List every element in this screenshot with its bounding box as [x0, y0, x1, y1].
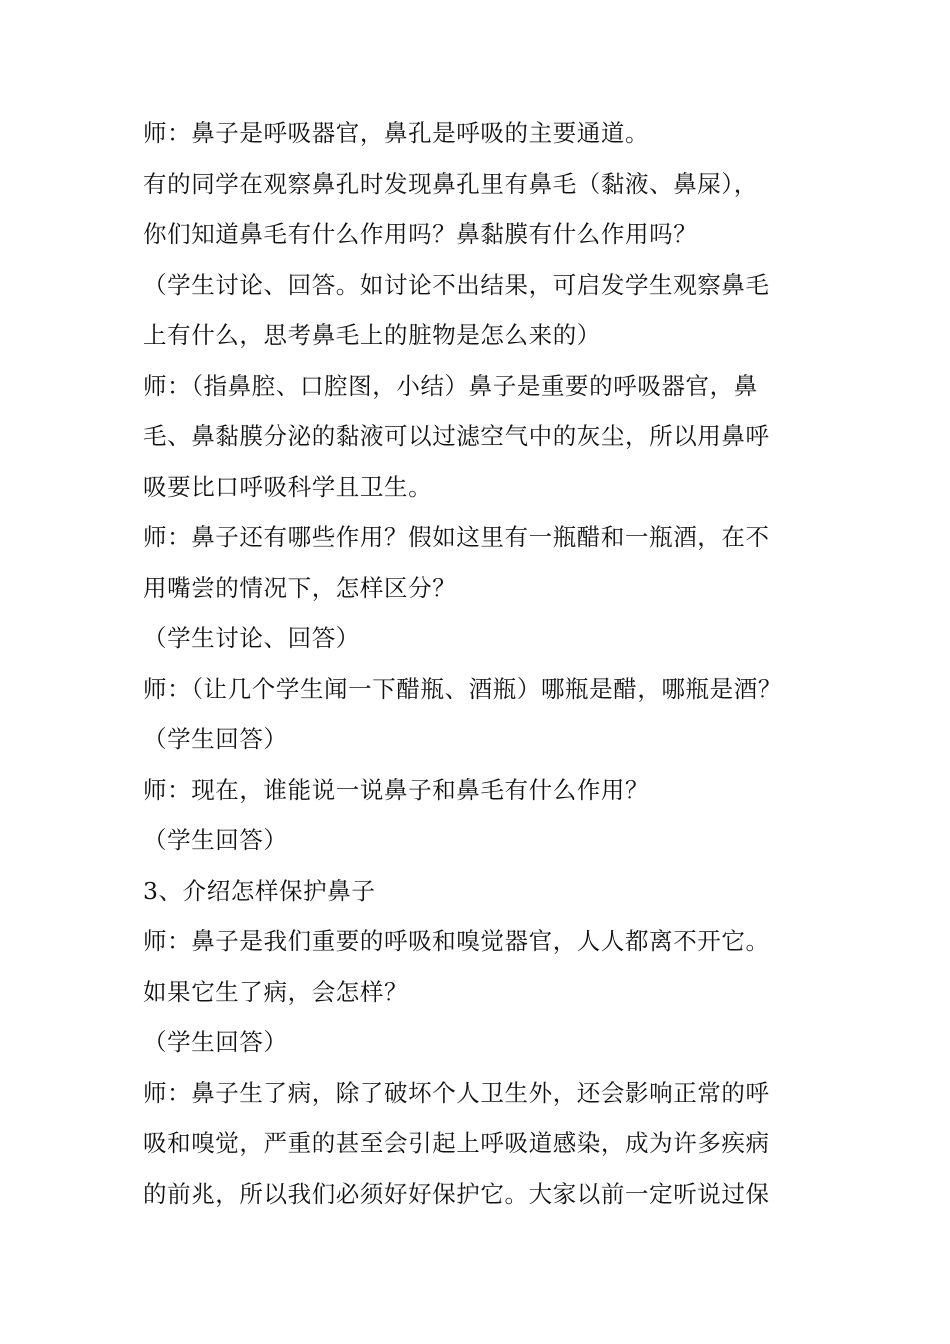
text-line: 上有什么，思考鼻毛上的脏物是怎么来的）: [143, 321, 601, 349]
text-line: （学生讨论、回答。如讨论不出结果，可启发学生观察鼻毛: [143, 270, 770, 299]
text-line: 吸和嗅觉，严重的甚至会引起上呼吸道感染，成为许多疾病: [143, 1129, 770, 1157]
text-line: 用嘴尝的情况下，怎样区分？: [143, 573, 457, 602]
text-line: 如果它生了病，会怎样？: [143, 977, 409, 1006]
text-line: 毛、鼻黏膜分泌的黏液可以过滤空气中的灰尘，所以用鼻呼: [143, 422, 770, 450]
text-line: 你们知道鼻毛有什么作用吗？鼻黏膜有什么作用吗？: [143, 220, 698, 248]
text-line: 有的同学在观察鼻孔时发现鼻孔里有鼻毛（黏液、鼻屎），: [143, 169, 758, 198]
text-line: 吸要比口呼吸科学且卫生。: [143, 472, 433, 501]
text-line: 师：（让几个学生闻一下醋瓶、酒瓶）哪瓶是醋，哪瓶是酒？: [143, 674, 782, 703]
text-line: 的前兆，所以我们必须好好保护它。大家以前一定听说过保: [143, 1179, 770, 1208]
text-line: 师：鼻子还有哪些作用？假如这里有一瓶醋和一瓶酒，在不: [143, 523, 770, 551]
text-line: （学生回答）: [143, 725, 288, 753]
text-line: 师：鼻子是呼吸器官，鼻孔是呼吸的主要通道。: [143, 119, 650, 147]
text-line: 师：鼻子是我们重要的呼吸和嗅觉器官，人人都离不开它。: [143, 927, 770, 955]
text-line: （学生回答）: [143, 1028, 288, 1056]
text-line: 师：鼻子生了病，除了破坏个人卫生外，还会影响正常的呼: [143, 1078, 770, 1107]
text-line: 师：现在，谁能说一说鼻子和鼻毛有什么作用？: [143, 775, 650, 804]
text-line: 师：（指鼻腔、口腔图，小结）鼻子是重要的呼吸器官，鼻: [143, 371, 758, 400]
text-line: （学生讨论、回答）: [143, 624, 360, 652]
document-body: [143, 108, 813, 1219]
section-heading: 3、介绍怎样保护鼻子: [143, 876, 376, 905]
text-line: （学生回答）: [143, 826, 288, 854]
